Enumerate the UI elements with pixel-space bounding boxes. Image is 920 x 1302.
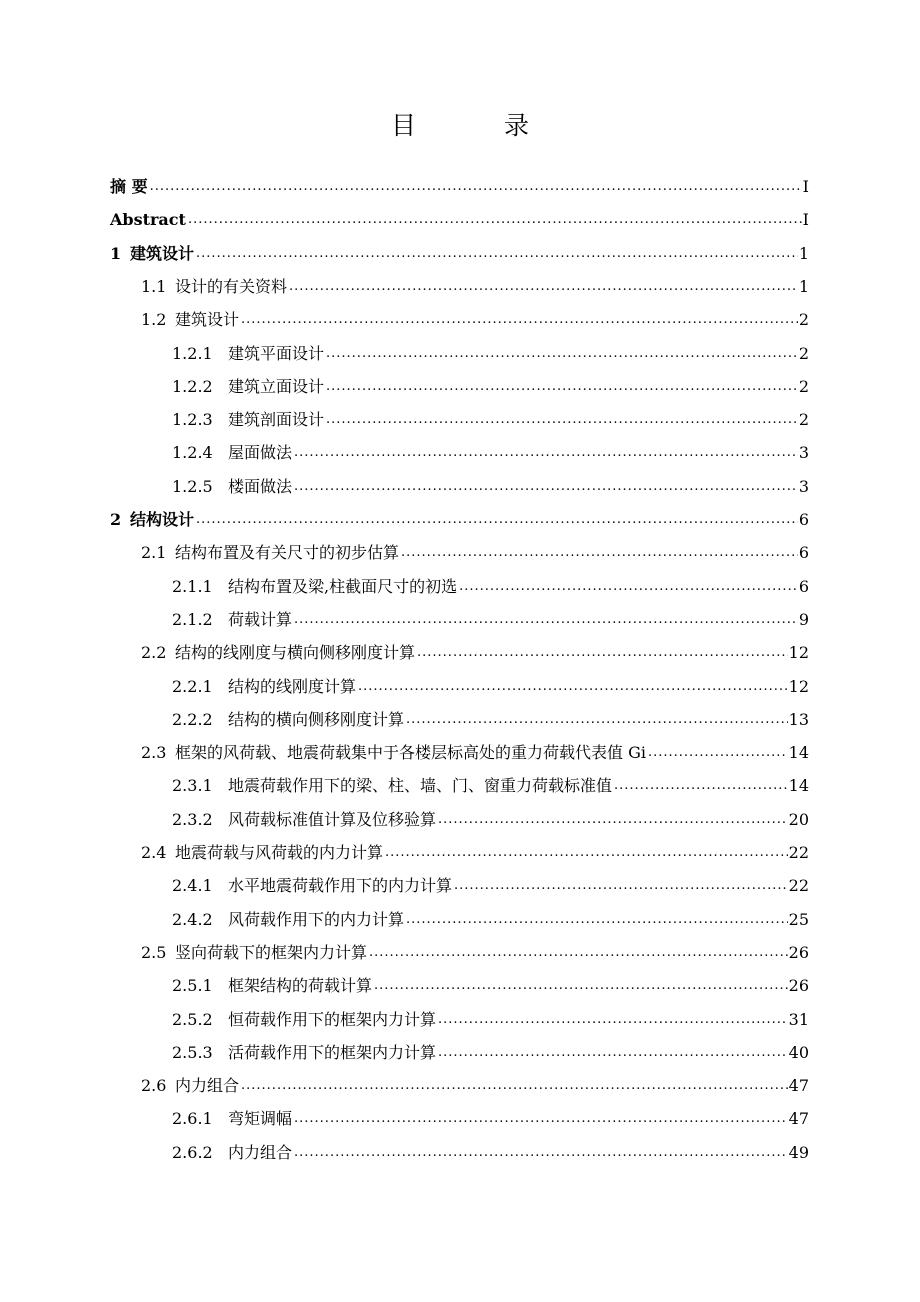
toc-dot-leader [289,277,798,297]
toc-entry-page-number: 14 [788,743,809,763]
toc-entry[interactable] [141,830,809,863]
toc-entry-title: 摘 要 [110,177,148,196]
toc-entry[interactable] [172,331,809,364]
toc-entry-number: 2.2 [141,643,167,663]
toc-dot-leader [294,477,798,497]
toc-entry[interactable] [172,364,809,397]
toc-entry-title: 弯矩调幅 [228,1109,293,1129]
toc-entry-page-number: 47 [788,1109,809,1129]
toc-entry[interactable] [172,797,809,830]
toc-dot-leader [385,843,788,863]
toc-entry-title: 结构的线刚度与横向侧移刚度计算 [175,643,416,663]
toc-entry-number: 1.2.1 [172,343,213,363]
toc-entry-number: 2.5.1 [172,976,213,996]
toc-entry-number: 2.5.2 [172,1009,213,1029]
toc-entry-title: 设计的有关资料 [175,276,288,296]
toc-entry-title: 框架结构的荷载计算 [228,976,373,996]
toc-entry-title: 风荷载作用下的内力计算 [228,909,405,929]
toc-entry-page-number: 26 [788,942,809,962]
toc-entry-page-number: 6 [798,576,809,596]
toc-entry[interactable] [110,197,809,230]
toc-entry-page-number: 26 [788,976,809,996]
toc-entry[interactable] [172,763,809,796]
toc-entry-title: 荷载计算 [228,609,293,629]
page-title: 目 录 [391,111,569,140]
toc-dot-leader [196,510,798,530]
toc-entry-page-number: 40 [788,1042,809,1062]
toc-entry-title: 内力组合 [175,1076,240,1096]
toc-entry-title: 地震荷载作用下的梁、柱、墙、门、窗重力荷载标准值 [228,776,613,796]
toc-entry-page-number: 3 [798,476,809,496]
toc-dot-leader [406,710,788,730]
toc-dot-leader [438,1043,788,1063]
toc-entry-page-number: 2 [798,343,809,363]
toc-dot-leader [196,244,798,264]
toc-entry-title: 建筑立面设计 [228,376,325,396]
toc-entry[interactable] [172,1096,809,1129]
toc-entry-number: 2.4.1 [172,876,213,896]
toc-dot-leader [648,743,788,763]
toc-entry-number: 2.3 [141,743,167,763]
toc-entry-number: 2.5.3 [172,1042,213,1062]
toc-entry-number: 2.6.1 [172,1109,213,1129]
toc-entry-page-number: 6 [798,510,809,529]
toc-entry[interactable] [172,397,809,430]
toc-dot-leader [188,210,802,230]
toc-entry-page-number: 2 [798,310,809,330]
toc-entry[interactable] [172,863,809,896]
toc-entry[interactable] [141,297,809,330]
toc-entry-page-number: 2 [798,410,809,430]
toc-entry[interactable] [141,730,809,763]
toc-entry-page-number: 1 [798,243,809,263]
toc-entry-title: 建筑设计 [130,243,195,263]
toc-entry-title: 结构的线刚度计算 [228,676,357,696]
toc-entry-title: 结构设计 [130,510,195,529]
toc-entry-title: 内力组合 [228,1142,293,1162]
toc-entry-number: 2.3.2 [172,809,213,829]
toc-entry-page-number: 9 [798,609,809,629]
toc-entry-title: 活荷载作用下的框架内力计算 [228,1042,437,1062]
toc-dot-leader [406,910,788,930]
toc-entry-title: 结构的横向侧移刚度计算 [228,709,405,729]
toc-entry[interactable] [141,930,809,963]
toc-entry-title: 建筑设计 [175,310,240,330]
toc-entry-title: 建筑剖面设计 [228,410,325,430]
toc-dot-leader [401,543,798,563]
toc-entry-number: 2.4 [141,843,167,862]
toc-entry-title: 竖向荷载下的框架内力计算 [175,942,368,962]
toc-dot-leader [417,643,788,663]
toc-entry-title: 结构布置及有关尺寸的初步估算 [175,543,400,563]
toc-entry-number: 1.2.2 [172,376,213,396]
toc-entry-page-number: 25 [788,909,809,929]
toc-entry-page-number: 12 [788,643,809,663]
toc-dot-leader [294,1109,788,1129]
toc-entry-page-number: 20 [788,809,809,829]
toc-dot-leader [369,943,788,963]
toc-entry[interactable] [172,564,809,597]
toc-entry-page-number: 12 [788,676,809,696]
toc-dot-leader [438,1010,788,1030]
toc-entry-title: 楼面做法 [228,476,293,496]
toc-entry-page-number: 49 [788,1142,809,1162]
toc-entry-number: 2.4.2 [172,909,213,929]
toc-entry-page-number: I [802,177,809,196]
toc-entry-title: 恒荷载作用下的框架内力计算 [228,1009,437,1029]
toc-entry-page-number: 31 [788,1009,809,1029]
toc-entry-number: 1.2.5 [172,476,213,496]
toc-dot-leader [614,776,788,796]
toc-dot-leader [326,377,798,397]
toc-entry-number: 1.2.4 [172,443,213,463]
toc-entry[interactable] [110,164,809,197]
toc-dot-leader [326,344,798,364]
toc-entry-page-number: 2 [798,376,809,396]
toc-entry-page-number: 13 [788,709,809,729]
toc-entry[interactable] [110,497,809,530]
toc-dot-leader [294,1143,788,1163]
toc-entry[interactable] [172,1130,809,1163]
toc-entry-number: 1.1 [141,276,167,296]
toc-entry[interactable] [141,264,809,297]
toc-entry[interactable] [141,1063,809,1096]
toc-dot-leader [150,177,802,197]
toc-entry[interactable] [141,630,809,663]
toc-entry-number: 2.1 [141,543,167,563]
toc-entry[interactable] [172,1030,809,1063]
toc-entry-page-number: 47 [788,1076,809,1096]
toc-entry-page-number: 6 [798,543,809,563]
toc-entry[interactable] [110,231,809,264]
toc-entry-number: 1.2.3 [172,410,213,430]
toc-entry-page-number: 14 [788,776,809,796]
toc-entry-number: 1.2 [141,310,167,330]
toc-entry-number: 2.5 [141,942,167,962]
toc-entry[interactable] [172,464,809,497]
toc-entry-number: 1 [110,243,122,263]
toc-entry-number: 2.6.2 [172,1142,213,1162]
toc-entry-title: 地震荷载与风荷载的内力计算 [175,843,384,862]
toc-dot-leader [374,976,788,996]
toc-dot-leader [294,443,798,463]
toc-entry-page-number: 1 [798,276,809,296]
toc-entry[interactable] [172,664,809,697]
toc-entry-number: 2.2.1 [172,676,213,696]
toc-entry-title: 结构布置及梁,柱截面尺寸的初选 [228,576,458,596]
toc-entry[interactable] [172,963,809,996]
toc-entry-number: 2.1.1 [172,576,213,596]
toc-entry-title: 建筑平面设计 [228,343,325,363]
toc-entry-title: 水平地震荷载作用下的内力计算 [228,876,453,896]
toc-dot-leader [241,1076,788,1096]
toc-entry-title: 框架的风荷载、地震荷载集中于各楼层标高处的重力荷载代表值 Gi [175,743,646,763]
toc-entry-page-number: I [802,210,809,230]
toc-entry[interactable] [172,597,809,630]
toc-dot-leader [241,310,798,330]
toc-dot-leader [294,610,798,630]
toc-entry-number: 2.3.1 [172,776,213,796]
toc-dot-leader [326,410,798,430]
toc-entry-title: Abstract [110,210,186,230]
toc-dot-leader [438,810,788,830]
toc-dot-leader [459,577,798,597]
toc-entry-number: 2.1.2 [172,609,213,629]
toc-entry-title: 屋面做法 [228,443,293,463]
toc-entry-page-number: 22 [788,843,809,862]
toc-entry[interactable] [172,697,809,730]
toc-entry-title: 风荷载标准值计算及位移验算 [228,809,437,829]
toc-entry[interactable] [172,997,809,1030]
toc-entry[interactable] [172,897,809,930]
toc-entry[interactable] [172,430,809,463]
toc-dot-leader [454,876,788,896]
toc-entry-page-number: 22 [788,876,809,896]
toc-dot-leader [358,677,788,697]
toc-entry[interactable] [141,530,809,563]
toc-entry-page-number: 3 [798,443,809,463]
toc-entry-number: 2.6 [141,1076,167,1096]
toc-entry-number: 2 [110,510,122,529]
toc-entry-number: 2.2.2 [172,709,213,729]
